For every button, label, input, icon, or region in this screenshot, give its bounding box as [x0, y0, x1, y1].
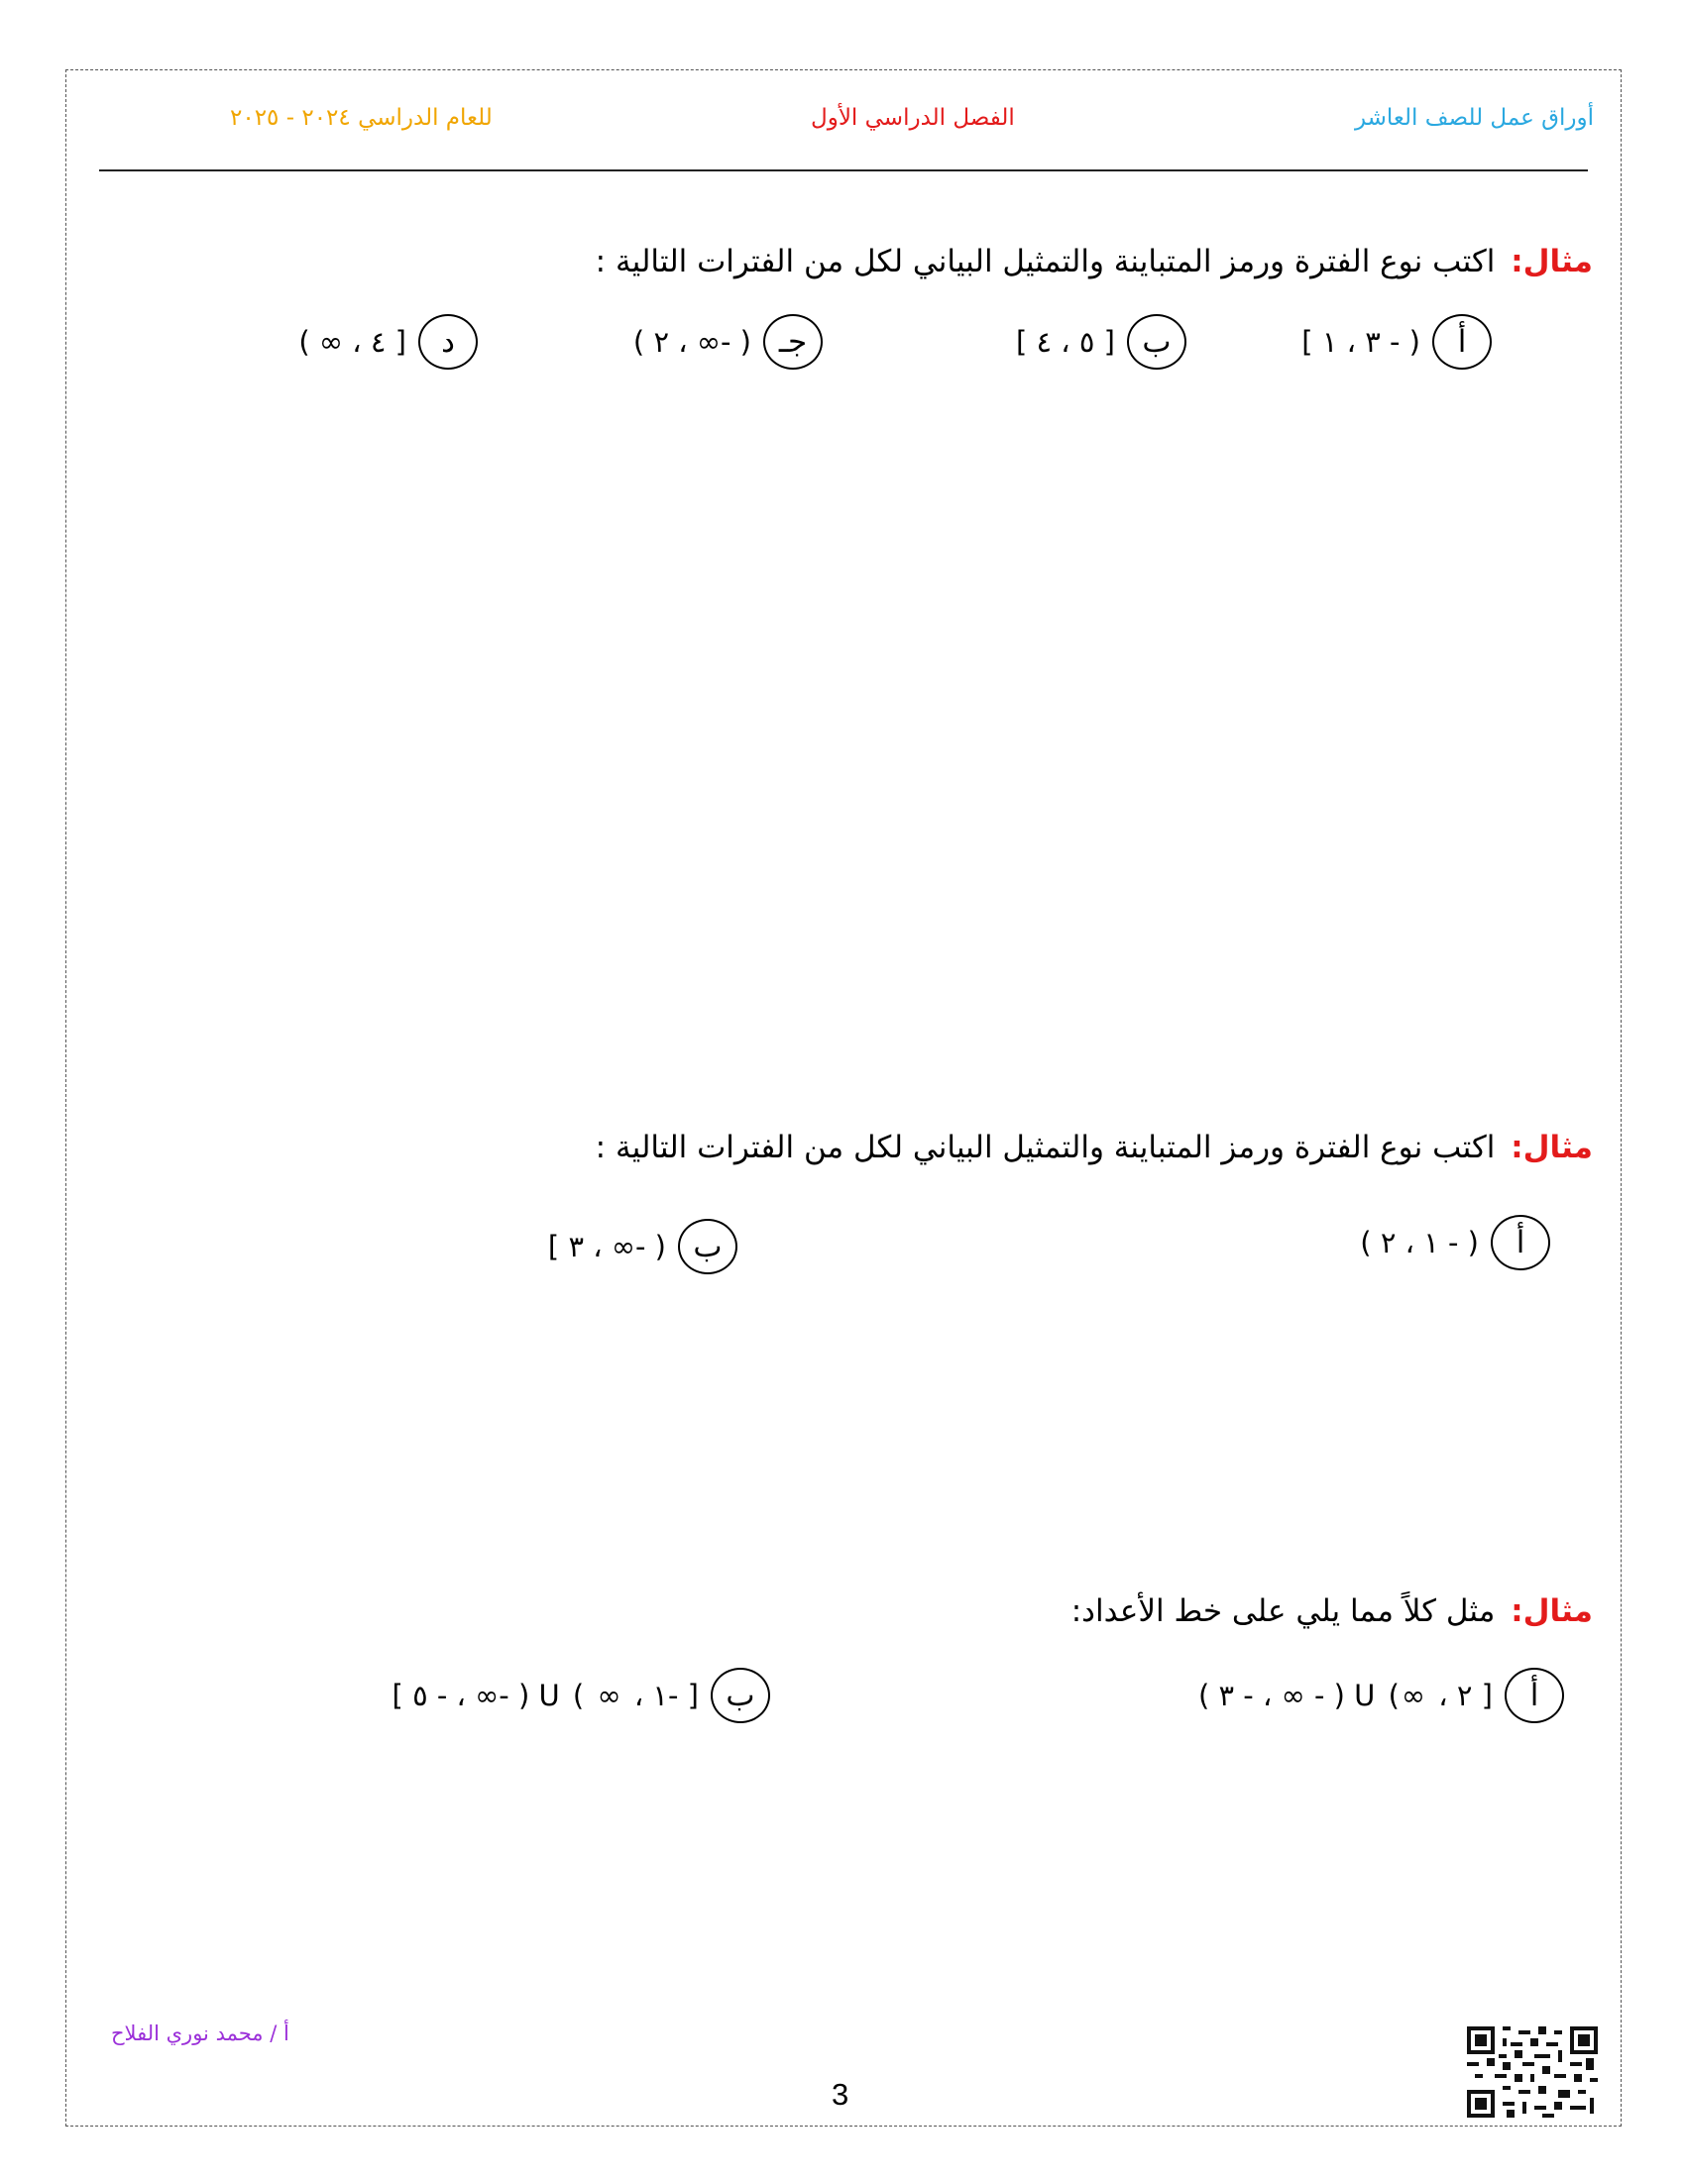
- page-number: 3: [832, 2077, 849, 2112]
- item-letter-circle: أ: [1432, 314, 1492, 370]
- example-1-question: [596, 244, 1593, 279]
- header-school-year: للعام الدراسي ٢٠٢٤ - ٢٠٢٥: [230, 105, 493, 131]
- header-divider: [99, 169, 1588, 171]
- example-1-item-d: [286, 314, 478, 370]
- interval-expression: ( ٣ - ، ∞ - ) U (∞ ، ٢ ]: [1197, 1679, 1493, 1712]
- example-3-item-b: [381, 1668, 770, 1723]
- item-letter-circle: ب: [711, 1668, 770, 1723]
- item-letter-circle: ب: [678, 1219, 737, 1274]
- item-letter-circle: ب: [1127, 314, 1186, 370]
- item-letter-circle: أ: [1505, 1668, 1564, 1723]
- example-label: مثال:: [1511, 1593, 1593, 1629]
- question-text: اكتب نوع الفترة ورمز المتباينة والتمثيل البياني لكل من الفترات التالية :: [595, 244, 1496, 279]
- author-name: أ / محمد نوري الفلاح: [111, 2021, 289, 2045]
- example-3-question: [1071, 1593, 1593, 1629]
- example-label: مثال:: [1511, 1130, 1593, 1165]
- interval-expression: ( ١ ، ٢ - ): [1360, 1226, 1479, 1259]
- qr-code-icon: [1467, 2025, 1598, 2123]
- example-2-item-b: [536, 1219, 737, 1274]
- example-1-item-c: [621, 314, 823, 370]
- example-3-item-a: [1186, 1668, 1564, 1723]
- item-letter-circle: أ: [1491, 1215, 1550, 1270]
- interval-expression: ( ٢ ، ∞- ): [632, 325, 751, 359]
- header-worksheet-title: أوراق عمل للصف العاشر: [1354, 105, 1594, 131]
- example-2-item-a: [1348, 1215, 1550, 1270]
- item-letter-circle: جـ: [763, 314, 823, 370]
- question-text: مثل كلاً مما يلي على خط الأعداد:: [1070, 1593, 1496, 1629]
- interval-expression: [ ٣ ، ١ - ): [1301, 325, 1420, 359]
- example-label: مثال:: [1511, 244, 1593, 279]
- item-letter-circle: د: [418, 314, 478, 370]
- interval-expression: [ ٣ ، ∞- ): [547, 1230, 666, 1263]
- example-2-question: [596, 1130, 1593, 1165]
- interval-expression: ( ∞ ، ٤ ]: [298, 325, 406, 359]
- interval-expression: [ ٥ ، ٤ ]: [1015, 325, 1115, 359]
- question-text: اكتب نوع الفترة ورمز المتباينة والتمثيل البياني لكل من الفترات التالية :: [595, 1130, 1496, 1165]
- header-semester: الفصل الدراسي الأول: [811, 105, 1015, 131]
- page-frame: [65, 69, 1622, 2127]
- interval-expression: [ ٥ - ، ∞- ) U ( ∞ ، ١- ]: [392, 1679, 699, 1712]
- example-1-item-b: [1004, 314, 1186, 370]
- example-1-item-a: [1290, 314, 1492, 370]
